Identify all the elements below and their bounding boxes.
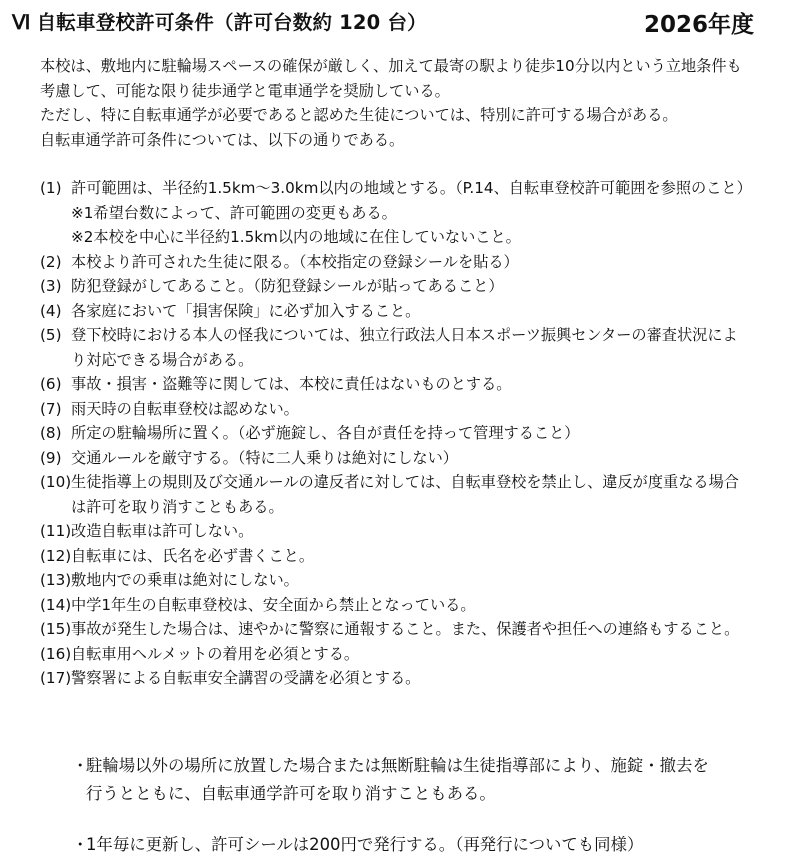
- condition-text: [71, 593, 785, 618]
- condition-number: (12): [40, 546, 72, 565]
- note-text-line: 1年毎に更新し、許可シールは200円で発行する。（再発行についても同様）: [86, 835, 644, 854]
- intro-line: 考慮して、可能な限り徒歩通学と電車通学を奨励している。: [40, 81, 450, 100]
- intro-line: ただし、特に自転車通学が必要であると認めた生徒については、特別に許可する場合がある。: [40, 106, 678, 125]
- note-text: [86, 752, 709, 807]
- condition-item: [40, 568, 785, 593]
- condition-item: [40, 642, 785, 667]
- condition-text-line: 生徒指導上の規則及び交通ルールの違反者に対しては、自転車登校を禁止し、違反が度重なる場合: [71, 473, 739, 491]
- condition-item: [40, 323, 785, 372]
- condition-text-line: 警察署による自転車安全講習の受講を必須とする。: [71, 669, 421, 687]
- condition-number: (10): [40, 473, 72, 491]
- condition-text: [71, 666, 785, 691]
- condition-text-line: 登下校時における本人の怪我については、独立行政法人日本スポーツ振興センターの審査状況によ: [71, 326, 738, 344]
- condition-item: [40, 421, 785, 446]
- condition-text-line: 中学1年生の自転車登校は、安全面から禁止となっている。: [71, 595, 476, 614]
- condition-text: [71, 372, 785, 397]
- condition-text-line: 事故・損害・盗難等に関しては、本校に責任はないものとする。: [71, 375, 512, 393]
- condition-item: [40, 250, 785, 275]
- condition-text-line: 交通ルールを厳守する。（特に二人乗りは絶対にしない）: [71, 448, 458, 467]
- condition-text-line: 改造自転車は許可しない。: [71, 522, 254, 540]
- note-item: [72, 752, 787, 807]
- section-title: [12, 8, 427, 38]
- condition-item: [40, 274, 785, 299]
- condition-text-line: 敷地内での乗車は絶対にしない。: [71, 571, 299, 589]
- note-text-line: 行うとともに、自転車通学許可を取り消すこともある。: [86, 783, 496, 803]
- note-text: [86, 831, 643, 859]
- condition-text-line: 本校より許可された生徒に限る。（本校指定の登録シールを貼る）: [71, 252, 519, 271]
- condition-text-line: り対応できる場合がある。: [71, 350, 254, 369]
- condition-item: [40, 397, 785, 422]
- condition-text-line: は許可を取り消すこともある。: [71, 497, 284, 516]
- condition-item: [40, 176, 785, 201]
- condition-text: [71, 544, 785, 569]
- condition-number: (8): [40, 424, 62, 442]
- condition-item: [40, 446, 785, 471]
- condition-text: [71, 519, 785, 544]
- condition-number: (6): [40, 375, 62, 393]
- condition-text: [71, 568, 785, 593]
- condition-text: [71, 446, 785, 471]
- condition-text: [71, 617, 785, 642]
- condition-text-line: 雨天時の自転車登校は認めない。: [71, 399, 299, 418]
- condition-item: [40, 544, 785, 569]
- condition-text-line: 防犯登録がしてあること。（防犯登録シールが貼ってあること）: [71, 277, 504, 295]
- intro-paragraph: [40, 54, 785, 152]
- intro-line: 本校は、敷地内に駐輪場スペースの確保が厳しく、加えて最寄の駅より徒歩10分以内という立地条件も: [40, 57, 742, 75]
- condition-item: [40, 617, 785, 642]
- condition-number: (11): [40, 522, 72, 540]
- condition-text: [71, 299, 785, 324]
- condition-text: [71, 323, 785, 372]
- condition-text-line: 自転車には、氏名を必ず書くこと。: [71, 546, 314, 565]
- section-title-text: 自転車登校許可条件（許可台数約 120 台）: [36, 11, 427, 34]
- condition-note: [40, 201, 785, 226]
- condition-item: [40, 372, 785, 397]
- condition-text-line: 各家庭において「損害保険」に必ず加入すること。: [71, 301, 421, 320]
- bullet-icon: ・: [72, 835, 89, 854]
- condition-number: (13): [40, 571, 72, 589]
- condition-text: [71, 470, 785, 519]
- fiscal-year: 2026年度: [643, 12, 754, 38]
- condition-note-text: ※1希望台数によって、許可範囲の変更もある。: [71, 203, 397, 222]
- condition-number: (9): [40, 448, 62, 467]
- condition-note: [40, 225, 785, 250]
- condition-number: (16): [40, 644, 72, 663]
- condition-note-text: ※2本校を中心に半径約1.5km以内の地域に在住していないこと。: [71, 228, 521, 246]
- condition-number: (3): [40, 277, 62, 295]
- condition-text: [71, 250, 785, 275]
- conditions-list: [40, 176, 785, 691]
- note-item: [72, 831, 787, 859]
- section-number: Ⅵ: [12, 12, 31, 34]
- condition-text: [71, 176, 785, 201]
- notes-list: [72, 752, 787, 859]
- intro-line: 自転車通学許可条件については、以下の通りである。: [40, 130, 405, 149]
- condition-number: (1): [40, 179, 62, 197]
- condition-number: (4): [40, 301, 62, 320]
- condition-text: [71, 421, 785, 446]
- condition-item: [40, 593, 785, 618]
- condition-text-line: 自転車用ヘルメットの着用を必須とする。: [71, 644, 360, 663]
- condition-text: [71, 397, 785, 422]
- condition-item: [40, 470, 785, 519]
- note-text-line: 駐輪場以外の場所に放置した場合または無断駐輪は生徒指導部により、施錠・撤去を: [86, 756, 709, 775]
- condition-text-line: 許可範囲は、半径約1.5km〜3.0km以内の地域とする。（P.14、自転車登校許可範囲を参照のこと）: [71, 179, 752, 197]
- condition-item: [40, 519, 785, 544]
- condition-number: (17): [40, 669, 72, 687]
- condition-item: [40, 666, 785, 691]
- header: [12, 8, 782, 42]
- condition-text-line: 所定の駐輪場所に置く。（必ず施錠し、各自が責任を持って管理すること）: [71, 424, 580, 442]
- condition-number: (5): [40, 326, 62, 344]
- condition-item: [40, 299, 785, 324]
- condition-number: (14): [40, 595, 72, 614]
- condition-number: (2): [40, 252, 62, 271]
- condition-number: (7): [40, 399, 62, 418]
- condition-text: [71, 274, 785, 299]
- condition-text-line: 事故が発生した場合は、速やかに警察に通報すること。また、保護者や担任への連絡もすること。: [71, 620, 740, 638]
- condition-number: (15): [40, 620, 72, 638]
- bullet-icon: ・: [72, 756, 89, 775]
- condition-text: [71, 642, 785, 667]
